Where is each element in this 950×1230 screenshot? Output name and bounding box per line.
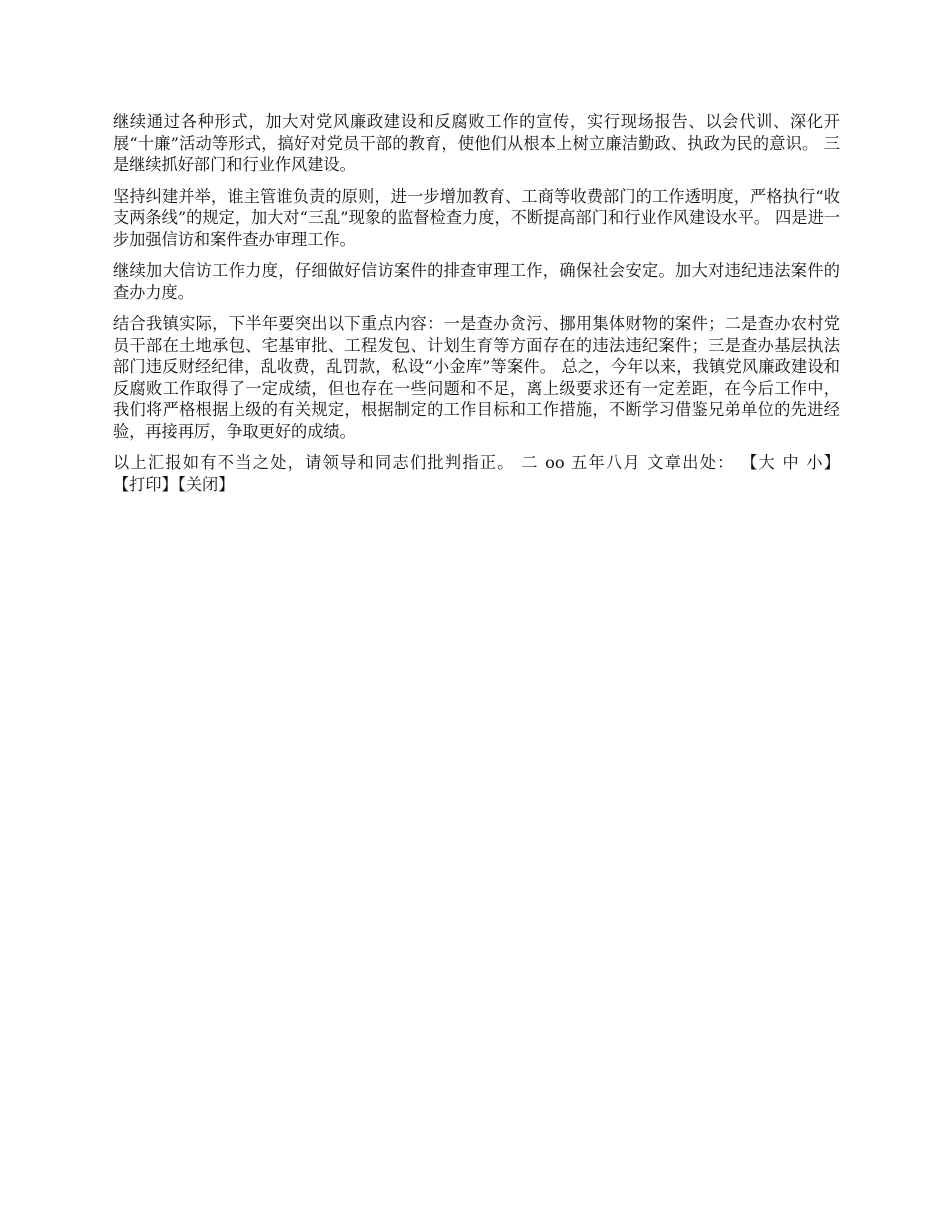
close-link[interactable]: 【关闭】	[177, 474, 235, 494]
paragraph-3: 继续加大信访工作力度，仔细做好信访案件的排查审理工作，确保社会安定。加大对违纪违法案件的查办力度。	[113, 261, 840, 302]
paragraph-4: 结合我镇实际，下半年要突出以下重点内容：一是查办贪污、挪用集体财物的案件；二是查办农村党员干部在土地承包、宅基审批、工程发包、计划生育等方面存在的违法违纪案件；三是查办基层执法部门违反财经纪律，乱收费，乱罚款，私设“小金库”等案件。 总之，今年以来，我镇党风廉政建设和反腐败工作取得了一定成绩，但也存在一些问题和不足，离上级要求还有一定差距，在今后工作中，我们将严格根据上级的有关规定，根据制定的工作目标和工作措施，不断学习借鉴兄弟单位的先进经验，再接再厉，争取更好的成绩。	[113, 314, 840, 441]
closing-paragraph	[113, 452, 840, 495]
print-link[interactable]: 【打印】	[113, 474, 178, 494]
paragraph-2: 坚持纠建并举，谁主管谁负责的原则，进一步增加教育、工商等收费部门的工作透明度，严格执行“收支两条线”的规定，加大对“三乱”现象的监督检查力度，不断提高部门和行业作风建设水平。 四是进一步加强信访和案件查办审理工作。	[113, 186, 840, 249]
closing-text: 以上汇报如有不当之处，请领导和同志们批判指正。 二 oo 五年八月 文章出处：	[113, 453, 742, 472]
article-body	[113, 111, 840, 505]
font-size-link[interactable]: 【大 中 小】	[741, 453, 840, 472]
paragraph-1: 继续通过各种形式，加大对党风廉政建设和反腐败工作的宣传，实行现场报告、以会代训、深化开展“十廉”活动等形式，搞好对党员干部的教育，使他们从根本上树立廉洁勤政、执政为民的意识。 三是继续抓好部门和行业作风建设。	[113, 112, 840, 174]
